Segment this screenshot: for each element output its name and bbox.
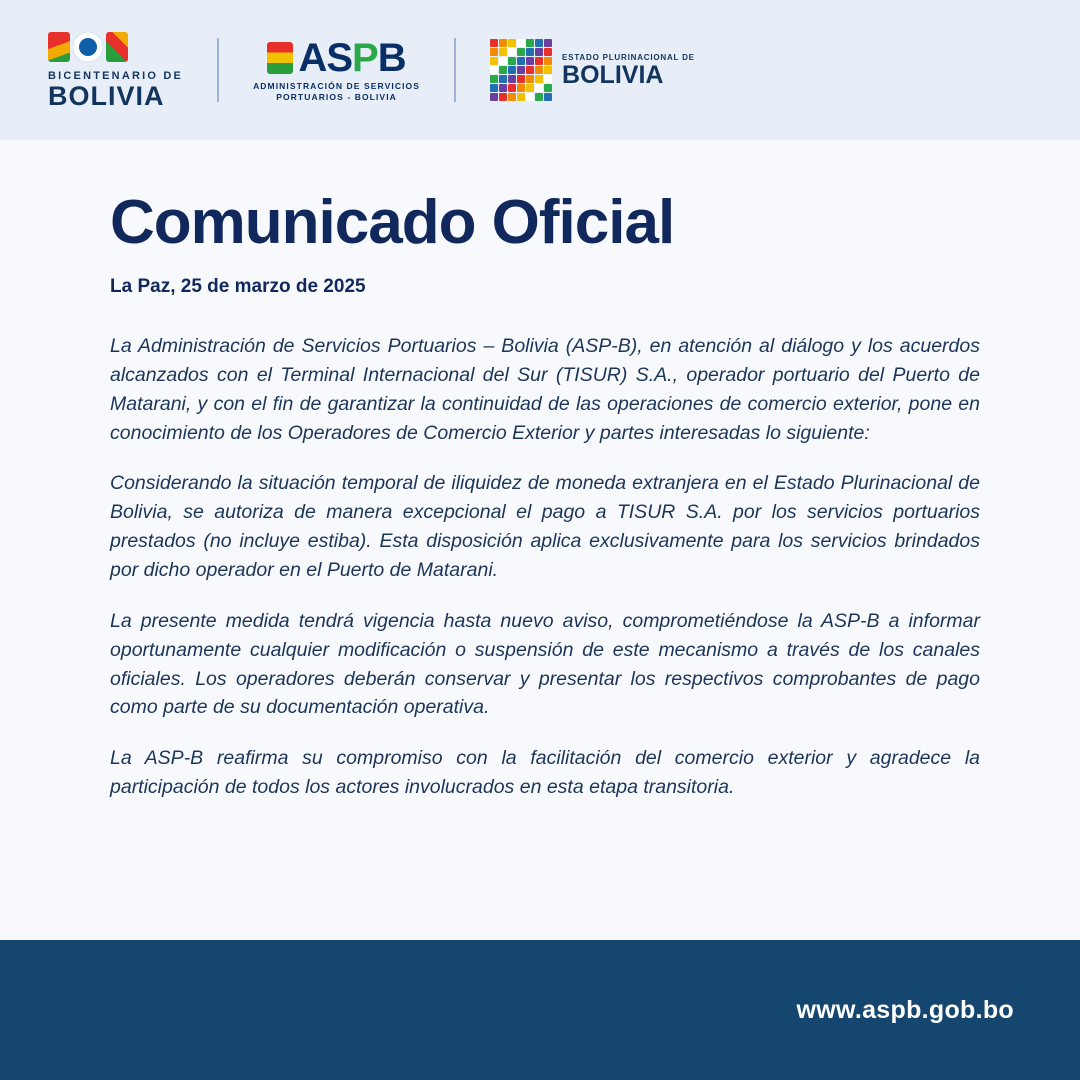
aspb-word-p: P xyxy=(352,36,378,80)
estado-plurinacional-subtitle: ESTADO PLURINACIONAL DE xyxy=(562,52,695,62)
aspb-word-b: B xyxy=(377,36,406,80)
paragraph-list xyxy=(110,332,980,802)
document-body xyxy=(0,140,1080,940)
bicentenario-emblem-icon xyxy=(48,30,128,64)
bicentenario-subtitle: BICENTENARIO DE xyxy=(48,70,184,82)
dateline: La Paz, 25 de marzo de 2025 xyxy=(110,276,366,297)
logo-divider-1 xyxy=(217,38,219,102)
bolivia-flag-icon xyxy=(267,42,293,74)
estado-plurinacional-logo xyxy=(490,39,695,101)
estado-plurinacional-title: BOLIVIA xyxy=(562,60,664,89)
page-title: Comunicado Oficial xyxy=(110,188,675,257)
paragraph: La ASP-B reafirma su compromiso con la facilitación del comercio exterior y agradece la participación de todos los actores involucrados en esta etapa transitoria. xyxy=(110,747,980,799)
paragraph: La presente medida tendrá vigencia hasta nuevo aviso, comprometiéndose la ASP-B a informar oportunamente cualquier modificación o suspensión de este mecanismo a través de los canales oficiales. Los operadores deberán conservar y presentar los respectivos comprobantes de pago como parte de su documentación operativa. xyxy=(110,609,980,719)
footer-bar xyxy=(0,940,1080,1080)
aspb-logo xyxy=(253,38,420,102)
website-url[interactable]: www.aspb.gob.bo xyxy=(796,995,1014,1024)
paragraph: La Administración de Servicios Portuarios – Bolivia (ASP-B), en atención al diálogo y los acuerdos alcanzados con el Terminal Internacional del Sur (TISUR) S.A., operador portuario del Puerto de Matarani, y con el fin de garantizar la continuidad de las operaciones de comercio exterior, pone en conocimiento de los Operadores de Comercio Exterior y partes interesadas lo siguiente: xyxy=(110,335,980,444)
header-bar xyxy=(0,0,1080,140)
wiphala-icon xyxy=(490,39,552,101)
paragraph: Considerando la situación temporal de iliquidez de moneda extranjera en el Estado Plurinacional de Bolivia, se autoriza de manera excepcional el pago a TISUR S.A. por los servicios portuarios prestados (no incluye estiba). Esta disposición aplica exclusivamente para los servicios brindados por dicho operador en el Puerto de Matarani. xyxy=(110,472,980,582)
aspb-subtitle-line2: PORTUARIOS - BOLIVIA xyxy=(276,92,397,102)
bicentenario-title: BOLIVIA xyxy=(48,81,165,111)
bicentenario-bolivia-logo xyxy=(48,30,183,110)
aspb-word-as: AS xyxy=(298,36,353,80)
logo-divider-2 xyxy=(454,38,456,102)
aspb-subtitle-line1: ADMINISTRACIÓN DE SERVICIOS xyxy=(253,81,421,91)
